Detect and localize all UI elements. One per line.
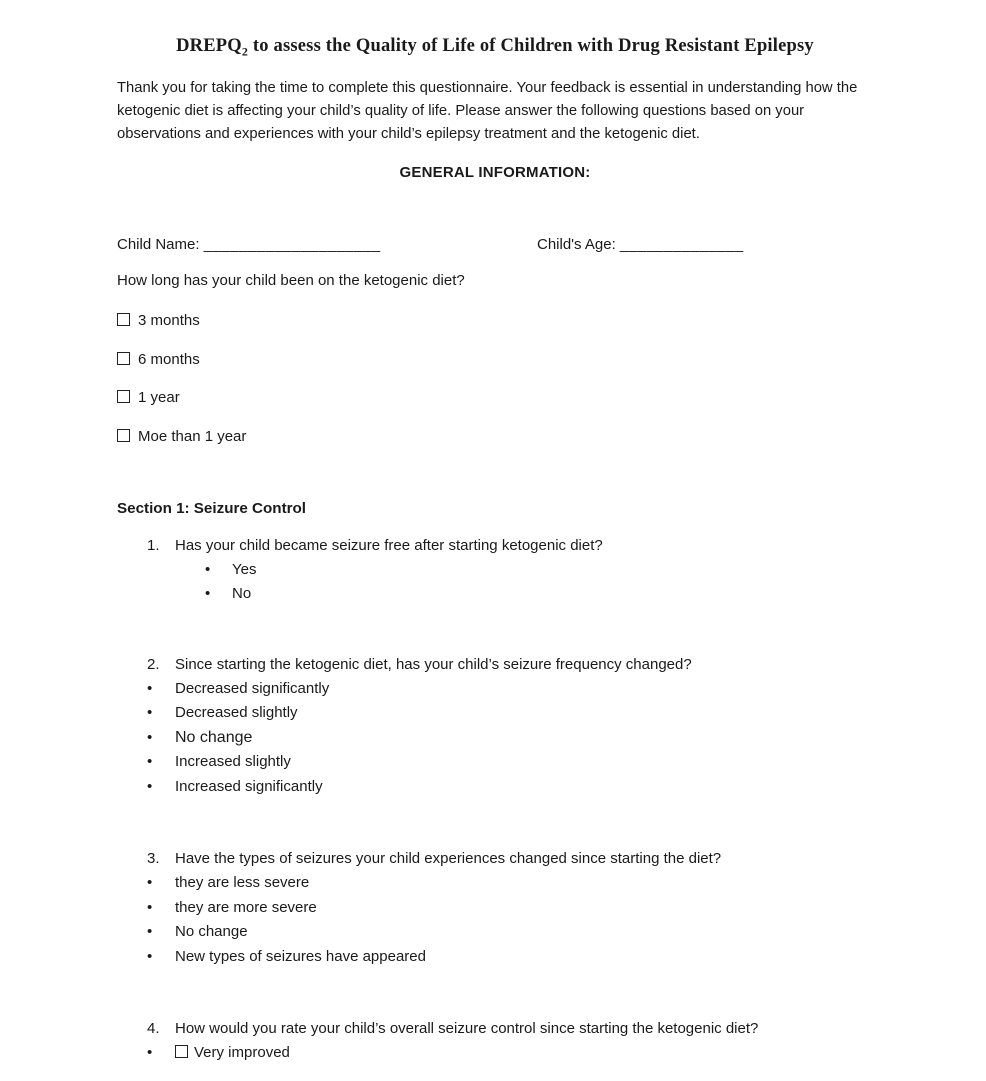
intro-paragraph: Thank you for taking the time to complete this questionnaire. Your feedback is essential in understanding how the ketogenic diet is affecting your child’s quality of life. Please answer the following questions based on your observations and experiences with your child’s epilepsy treatment and the ketogenic diet.: [117, 79, 858, 142]
question-3: [117, 847, 873, 871]
bullet-icon: [205, 582, 232, 607]
question-1-block: [117, 534, 873, 607]
question-2-block: [117, 653, 873, 800]
option-label: Increased slightly: [175, 753, 291, 771]
q2-option-decreased-slightly: [117, 701, 873, 726]
bullet-icon: [147, 775, 175, 800]
bullet-icon: [147, 677, 175, 702]
q2-option-no-change: [117, 726, 873, 751]
child-age-label: Child's Age:: [537, 235, 616, 253]
option-label: No change: [175, 728, 253, 746]
child-info-row: [117, 235, 873, 255]
title-rest: to assess the Quality of Life of Children with Drug Resistant Epilepsy: [248, 36, 814, 56]
title-subscript: 2: [241, 44, 249, 59]
general-information-heading: GENERAL INFORMATION:: [399, 163, 591, 181]
bullet-icon: [147, 750, 175, 775]
title-acronym: DREPQ: [176, 36, 242, 56]
duration-option-more-than-1-year[interactable]: [117, 427, 873, 447]
q1-option-yes: [117, 558, 873, 583]
option-label: they are less severe: [175, 874, 310, 892]
bullet-icon: [147, 1041, 175, 1066]
duration-option-label: Moe than 1 year: [138, 427, 247, 445]
checkbox-icon[interactable]: [175, 1045, 188, 1058]
q2-option-decreased-significantly: [117, 677, 873, 702]
option-label: Decreased slightly: [175, 704, 298, 722]
option-label: Decreased significantly: [175, 679, 330, 697]
option-label: No: [232, 585, 252, 603]
duration-option-label: 6 months: [138, 350, 200, 368]
q1-option-no: [117, 582, 873, 607]
duration-option-6-months[interactable]: [117, 350, 873, 370]
q4-option-very-improved[interactable]: [117, 1041, 873, 1066]
q3-option-more-severe: [117, 896, 873, 921]
option-label: they are more severe: [175, 898, 317, 916]
child-age-group: [537, 235, 744, 255]
option-label: New types of seizures have appeared: [175, 947, 426, 965]
checkbox-icon[interactable]: [117, 313, 130, 326]
question-4: [117, 1017, 873, 1041]
q2-option-increased-significantly: [117, 775, 873, 800]
duration-option-label: 1 year: [138, 388, 180, 406]
question-number: 3.: [147, 850, 160, 868]
bullet-icon: [147, 945, 175, 970]
section-1-heading: Section 1: Seizure Control: [117, 499, 307, 517]
question-text: Since starting the ketogenic diet, has your child’s seizure frequency changed?: [175, 655, 692, 673]
bullet-icon: [147, 871, 175, 896]
option-label: No change: [175, 923, 248, 941]
option-label: Increased significantly: [175, 777, 323, 795]
q2-option-increased-slightly: [117, 750, 873, 775]
duration-option-1-year[interactable]: [117, 388, 873, 408]
bullet-icon: [147, 920, 175, 945]
question-number: 4.: [147, 1020, 160, 1038]
page-title: [117, 0, 873, 65]
q3-option-less-severe: [117, 871, 873, 896]
question-text: How would you rate your child’s overall seizure control since starting the ketogenic diet?: [175, 1020, 759, 1038]
duration-option-label: 3 months: [138, 311, 200, 329]
question-number: 1.: [147, 536, 160, 554]
bullet-icon: [205, 558, 232, 583]
question-4-block: [117, 1017, 873, 1066]
question-text: Have the types of seizures your child experiences changed since starting the diet?: [175, 850, 722, 868]
option-label: Yes: [232, 560, 257, 578]
option-label: Very improved: [194, 1044, 290, 1062]
child-name-input-line[interactable]: ____________________: [203, 235, 381, 253]
bullet-icon: [147, 726, 175, 751]
child-age-input-line[interactable]: ______________: [619, 235, 744, 253]
question-3-block: [117, 847, 873, 969]
bullet-icon: [147, 701, 175, 726]
question-1: [117, 534, 873, 558]
checkbox-icon[interactable]: [117, 352, 130, 365]
checkbox-icon[interactable]: [117, 429, 130, 442]
option-content: [175, 1041, 290, 1066]
question-number: 2.: [147, 655, 160, 673]
question-2: [117, 653, 873, 677]
duration-question: How long has your child been on the ketogenic diet?: [117, 271, 465, 289]
q3-option-new-types: [117, 945, 873, 970]
question-text: Has your child became seizure free after starting ketogenic diet?: [175, 536, 603, 554]
child-name-label: Child Name:: [117, 235, 200, 253]
bullet-icon: [147, 896, 175, 921]
q3-option-no-change: [117, 920, 873, 945]
duration-option-3-months[interactable]: [117, 311, 873, 331]
checkbox-icon[interactable]: [117, 390, 130, 403]
